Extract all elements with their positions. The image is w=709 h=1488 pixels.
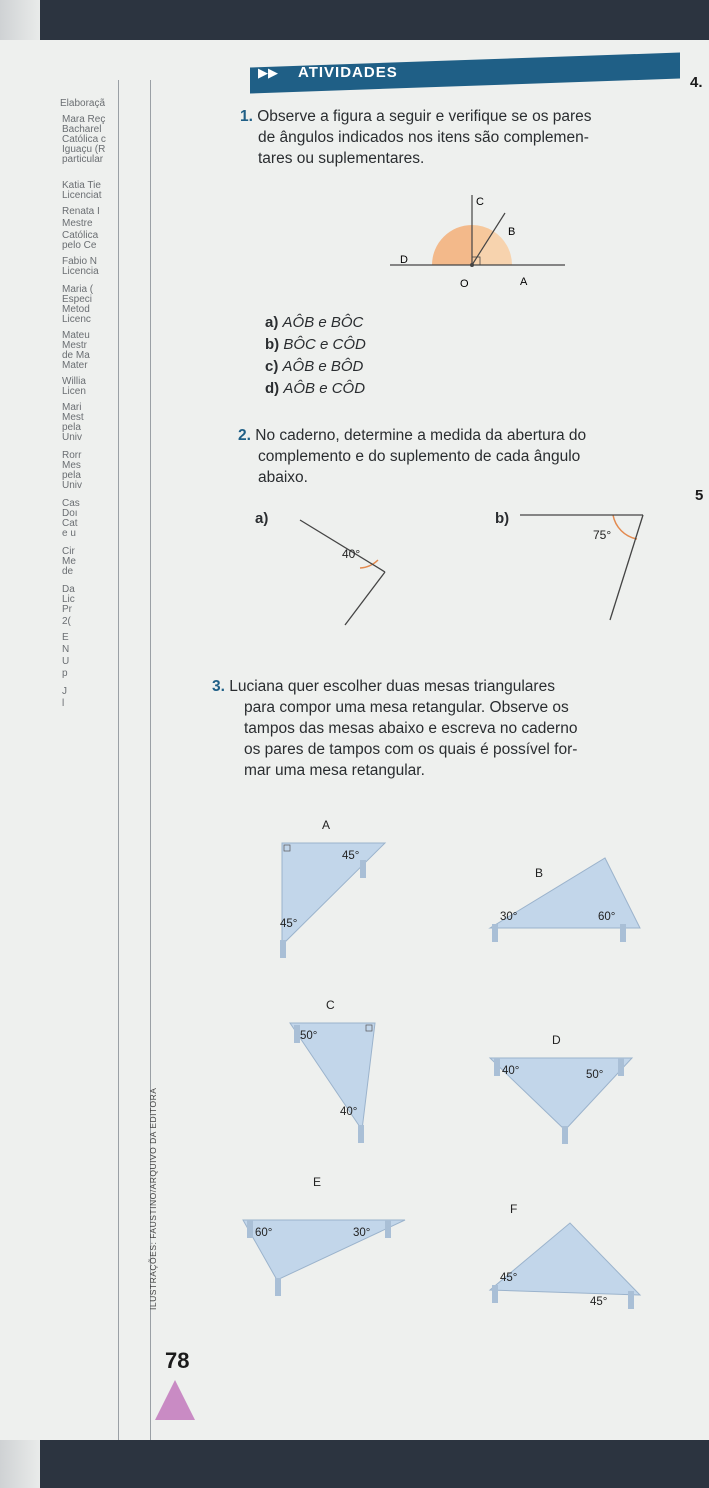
page-number: 78 (165, 1348, 190, 1373)
angle-figure-q2a (290, 510, 400, 630)
question-text-line: abaixo. (258, 469, 308, 486)
credit-line: Mater (62, 360, 88, 371)
credit-line: Katia Tie (62, 180, 101, 191)
table-name: E (313, 1175, 322, 1189)
angle-value: 45° (500, 1272, 518, 1284)
table-leg (247, 1220, 253, 1238)
credit-line: Doı (62, 508, 78, 519)
table-c (280, 995, 390, 1155)
margin-line (118, 80, 119, 1440)
credit-line: Bacharel (62, 124, 102, 135)
credit-line: Mara Reç (62, 114, 106, 125)
credit-line: Mest (62, 412, 84, 423)
credit-line: Mateu (62, 330, 90, 341)
credit-line: Cas (62, 498, 80, 509)
credit-line: Maria ( (62, 284, 94, 295)
question-text-line: de ângulos indicados nos itens são complemen- (258, 129, 589, 146)
credit-line: pelo Ce (62, 240, 97, 251)
credit-line: Especi (62, 294, 93, 305)
credit-line: Elaboraçã (60, 98, 106, 109)
table-d (480, 1030, 640, 1150)
question-text-line: para compor uma mesa retangular. Observe os (244, 699, 569, 716)
credit-line: Cir (62, 546, 75, 557)
credit-line: Licenc (62, 314, 91, 325)
credit-line: Univ (62, 480, 83, 491)
angle-arc-cod (432, 225, 472, 265)
angle-value: 40° (342, 547, 361, 561)
angle-value: 50° (300, 1030, 318, 1042)
table-leg (494, 1058, 500, 1076)
table-name: B (535, 866, 544, 880)
table-top (490, 1223, 640, 1295)
banner-title: ATIVIDADES (298, 64, 398, 81)
credit-line: Metod (62, 304, 90, 315)
angle-arc (613, 515, 637, 539)
credit-line: Cat (62, 518, 78, 529)
question-3 (212, 676, 672, 781)
credit-line: Lic (62, 594, 75, 605)
credit-line: J (62, 686, 67, 697)
angle-value: 40° (340, 1106, 358, 1118)
angle-value: 30° (353, 1227, 371, 1239)
credit-line: Mes (62, 460, 81, 471)
illustration-credit: ILUSTRAÇÕES: FAUSTINO/ARQUIVO DA EDITORA (148, 1087, 158, 1310)
question-1 (240, 106, 670, 169)
table-leg (620, 924, 626, 942)
credit-line: Pr (62, 604, 72, 615)
double-arrow-icon: ▶▶ (258, 65, 278, 80)
angle-value: 45° (342, 850, 360, 862)
label-d: D (400, 254, 408, 266)
table-name: A (322, 818, 331, 832)
question-text-line: No caderno, determine a medida da abertura do (255, 427, 587, 444)
table-leg (628, 1291, 634, 1309)
question-number: 1. (240, 108, 253, 125)
credit-line: 2( (62, 616, 71, 627)
q1-item-a: a) AÔB e BÔC (265, 314, 364, 331)
angle-ray (300, 520, 385, 572)
credit-line: de (62, 566, 74, 577)
angle-ray (345, 572, 385, 625)
side-number-top: 4. (690, 74, 703, 91)
question-text-line: tampos das mesas abaixo e escreva no caderno (244, 720, 578, 737)
table-leg (385, 1220, 391, 1238)
question-2 (238, 425, 678, 488)
side-number-mid: 5 (695, 487, 704, 504)
angle-value: 60° (598, 911, 616, 923)
credit-line: Licenciat (62, 190, 102, 201)
credit-line: Rorr (62, 450, 82, 461)
credit-line: Mestr (62, 340, 87, 351)
question-text-line: complemento e do suplemento de cada ângulo (258, 448, 581, 465)
credit-line: e u (62, 528, 76, 539)
table-leg (280, 940, 286, 958)
angle-value: 75° (593, 528, 612, 542)
credit-line: pela (62, 422, 81, 433)
page-corner-tab (155, 1380, 195, 1420)
table-name: D (552, 1033, 561, 1047)
credit-line: Mestre (62, 218, 93, 229)
credit-line: l (62, 698, 65, 709)
table-top (282, 843, 385, 945)
table-leg (360, 860, 366, 878)
credit-line: Renata I (62, 206, 100, 217)
label-a: A (520, 276, 528, 288)
angle-figure-q2b (515, 505, 645, 625)
angle-figure-q1 (380, 185, 580, 295)
angle-value: 40° (502, 1065, 520, 1077)
label-o: O (460, 278, 469, 290)
credit-line: Willia (62, 376, 86, 387)
question-text-line: mar uma mesa retangular. (244, 762, 425, 779)
question-text-line: Observe a figura a seguir e verifique se os pares (257, 108, 592, 125)
table-leg (492, 924, 498, 942)
table-leg (358, 1125, 364, 1143)
credit-line: pela (62, 470, 81, 481)
question-number: 2. (238, 427, 251, 444)
table-leg (275, 1278, 281, 1296)
q1-item-c: c) AÔB e BÔD (265, 358, 364, 375)
table-leg (492, 1285, 498, 1303)
question-text-line: os pares de tampos com os quais é possível for- (244, 741, 578, 758)
label-c: C (476, 196, 484, 208)
credit-line: Católica c (62, 134, 106, 145)
credit-line: Licen (62, 386, 86, 397)
credit-line: Católica (62, 230, 99, 241)
angle-value: 60° (255, 1227, 273, 1239)
activities-banner (250, 60, 670, 86)
question-number: 3. (212, 678, 225, 695)
credit-line: Licencia (62, 266, 99, 277)
credit-line: E (62, 632, 69, 643)
q2-b-label: b) (495, 510, 510, 527)
q1-item-d: d) AÔB e CÔD (265, 380, 366, 397)
angle-ray (610, 515, 643, 620)
credit-line: N (62, 644, 70, 655)
table-a (270, 815, 400, 960)
credit-line: Mari (62, 402, 82, 413)
question-text-line: tares ou suplementares. (258, 150, 425, 167)
credit-line: particular (62, 154, 104, 165)
question-text-line: Luciana quer escolher duas mesas triangulares (229, 678, 555, 695)
q1-items (265, 314, 366, 402)
credit-line: Univ (62, 432, 83, 443)
table-f (480, 1195, 650, 1330)
credit-line: Fabio N (62, 256, 98, 267)
credit-line: Me (62, 556, 76, 567)
angle-value: 45° (280, 918, 298, 930)
table-leg (562, 1126, 568, 1144)
table-name: C (326, 998, 335, 1012)
q1-item-b: b) BÔC e CÔD (265, 336, 366, 353)
credit-line: Da (62, 584, 75, 595)
table-name: F (510, 1202, 518, 1216)
credit-line: de Ma (62, 350, 90, 361)
credit-line: Iguaçu (R (62, 144, 106, 155)
label-b: B (508, 226, 516, 238)
vertex-o (470, 263, 474, 267)
credit-line: p (62, 668, 68, 679)
table-b (480, 850, 645, 950)
credit-line: U (62, 656, 70, 667)
table-leg (618, 1058, 624, 1076)
angle-value: 45° (590, 1296, 608, 1308)
angle-value: 30° (500, 911, 518, 923)
angle-value: 50° (586, 1069, 604, 1081)
q2-a-label: a) (255, 510, 269, 527)
table-e (235, 1170, 415, 1310)
